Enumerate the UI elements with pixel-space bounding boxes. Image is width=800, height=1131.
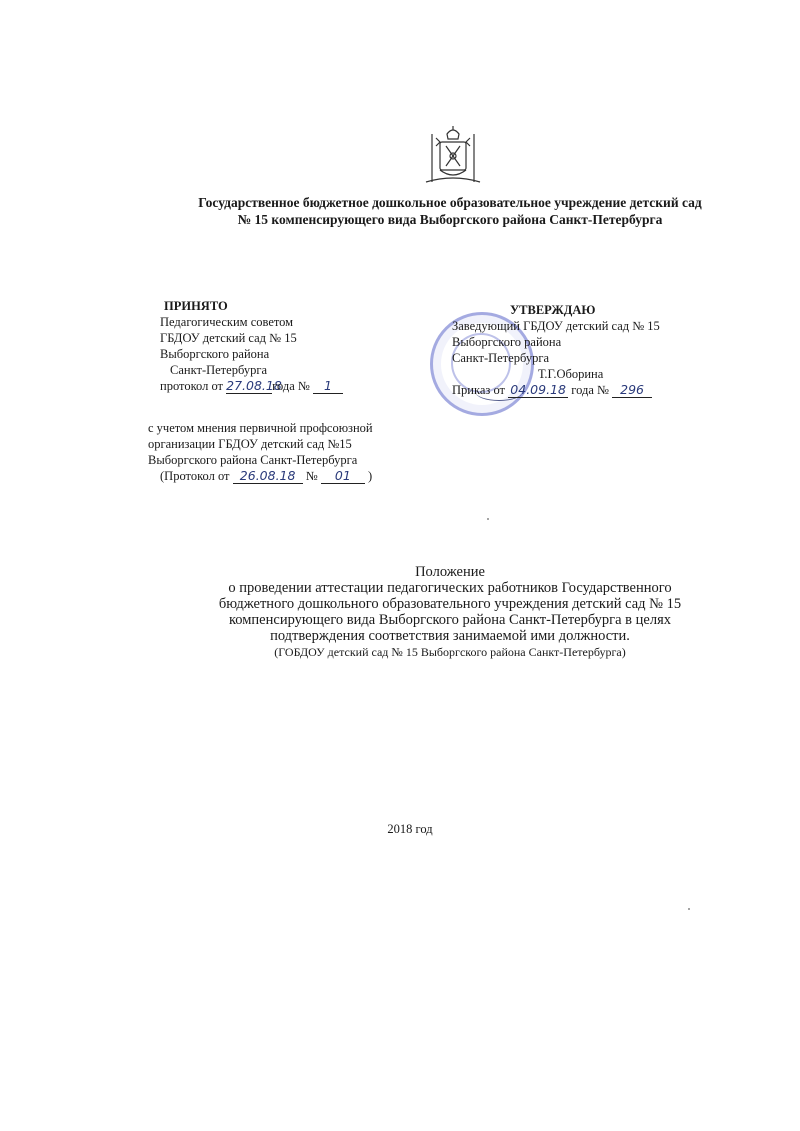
union-protocol-date: 26.08.18 [233, 469, 303, 484]
document-title-line3: компенсирующего вида Выборгского района Санкт-Петербурга в целях [228, 612, 672, 628]
document-year: 2018 год [387, 822, 433, 836]
union-block [148, 420, 373, 484]
union-line1: с учетом мнения первичной профсоюзной [148, 421, 373, 435]
accepted-protocol-mid: года № [272, 379, 310, 393]
st-petersburg-coat-of-arms-icon [418, 124, 488, 186]
document-title-line1: о проведении аттестации педагогических работников Государственного [228, 580, 672, 596]
accepted-protocol-number: 1 [313, 379, 343, 394]
scan-speck [688, 908, 690, 910]
approved-title: УТВЕРЖДАЮ [510, 303, 596, 317]
document-title-line4: подтверждения соответствия занимаемой ими должности. [270, 628, 630, 644]
scan-speck [487, 518, 489, 520]
accepted-block [160, 298, 343, 394]
approved-line1: Заведующий ГБДОУ детский сад № 15 [452, 319, 660, 333]
union-protocol-prefix: (Протокол от [160, 469, 230, 483]
union-line2: организации ГБДОУ детский сад №15 [148, 437, 352, 451]
union-protocol-mid: № [305, 469, 318, 483]
approved-order-prefix: Приказ от [452, 383, 506, 397]
union-line3: Выборгского района Санкт-Петербурга [148, 453, 358, 467]
accepted-line2: ГБДОУ детский сад № 15 [160, 331, 297, 345]
accepted-protocol-date: 27.08.18 [226, 378, 282, 393]
approved-order-mid: года № [571, 383, 609, 397]
accepted-title: ПРИНЯТО [164, 299, 228, 313]
organization-title [150, 194, 750, 228]
accepted-protocol [160, 378, 343, 394]
document-title-line5: (ГОБДОУ детский сад № 15 Выборгского района Санкт-Петербурга) [274, 645, 626, 659]
union-protocol-number: 01 [321, 469, 365, 484]
organization-title-line1: Государственное бюджетное дошкольное образовательное учреждение детский сад [198, 195, 702, 210]
approved-order-number: 296 [612, 383, 652, 398]
accepted-line4: Санкт-Петербурга [170, 363, 268, 377]
approved-order-date: 04.09.18 [508, 383, 568, 398]
approved-line3: Санкт-Петербурга [452, 351, 550, 365]
approved-order [452, 382, 660, 398]
approved-block [452, 302, 660, 398]
document-title-block [150, 564, 750, 660]
organization-title-line2: № 15 компенсирующего вида Выборгского района Санкт-Петербурга [237, 212, 663, 227]
accepted-line1: Педагогическим советом [160, 315, 294, 329]
approved-signer: Т.Г.Оборина [538, 367, 604, 381]
document-title: Положение [415, 564, 485, 580]
union-protocol [148, 468, 373, 484]
document-title-line2: бюджетного дошкольного образовательного учреждения детский сад № 15 [218, 596, 682, 612]
accepted-line3: Выборгского района [160, 347, 270, 361]
approved-line2: Выборгского района [452, 335, 562, 349]
accepted-protocol-prefix: протокол от [160, 379, 224, 393]
union-protocol-suffix: ) [367, 469, 373, 483]
